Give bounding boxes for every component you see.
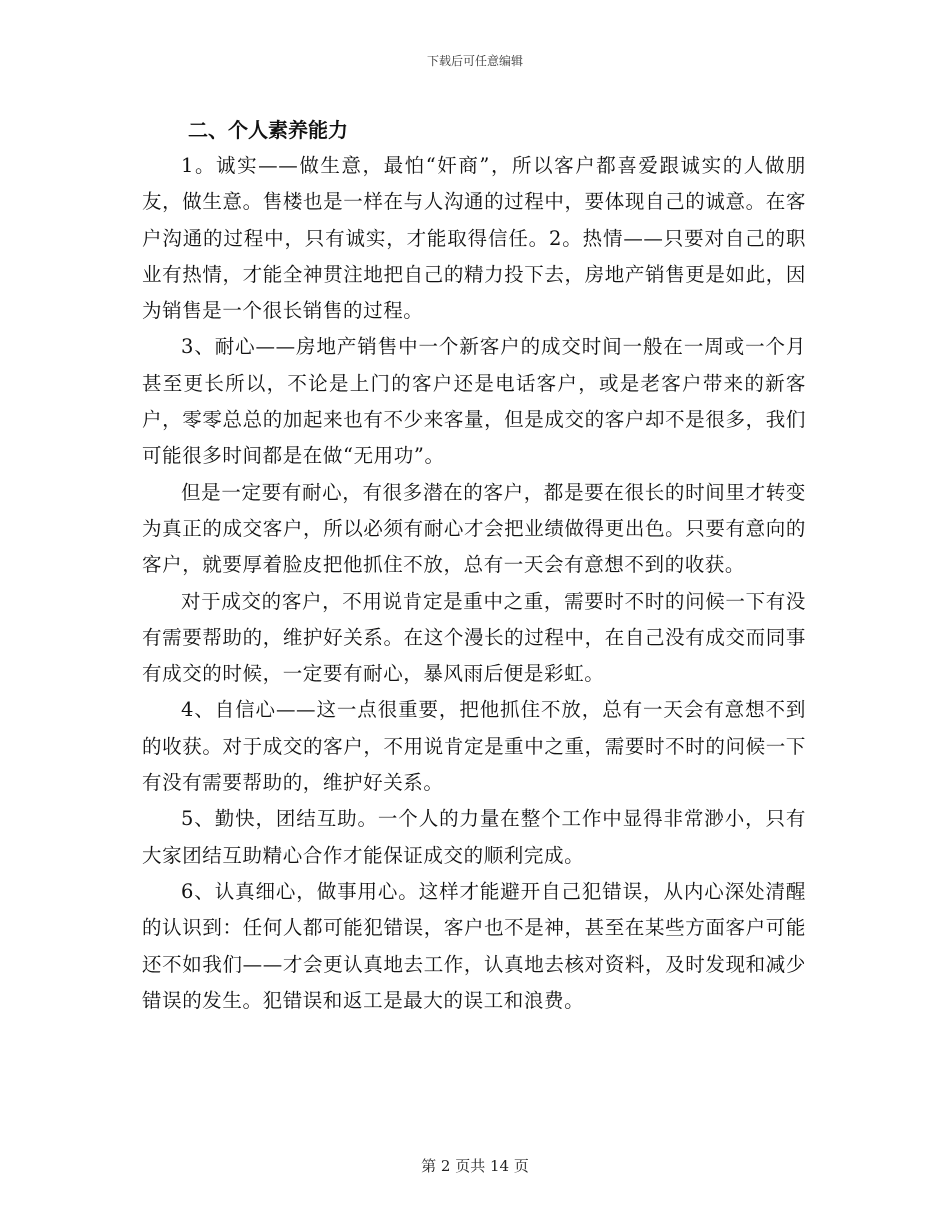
page-header: 下载后可任意编辑	[426, 54, 523, 68]
section-title: 二、个人素养能力	[188, 118, 348, 142]
paragraph-diligence-teamwork: 5、勤快，团结互助。一个人的力量在整个工作中显得非常渺小，只有大家团结互助精心合作才能保证成交的顺利完成。	[142, 807, 806, 867]
page-footer: 第 2 页共 14 页	[421, 1157, 529, 1175]
paragraph-patience: 3、耐心——房地产销售中一个新客户的成交时间一般在一周或一个月甚至更长所以，不论是上门的客户还是电话客户，或是老客户带来的新客户，零零总总的加起来也有不少来客量，但是成交的客户却不是很多，我们可能很多时间都是在做“无用功”。	[142, 335, 806, 468]
paragraph-honesty-enthusiasm: 1。诚实——做生意，最怕“奸商”，所以客户都喜爱跟诚实的人做朋友，做生意。售楼也是一样在与人沟通的过程中，要体现自己的诚意。在客户沟通的过程中，只有诚实，才能取得信任。2。热情——只要对自己的职业有热情，才能全神贯注地把自己的精力投下去，房地产销售更是如此，因为销售是一个很长销售的过程。	[142, 154, 806, 323]
paragraph-closed-clients: 对于成交的客户，不用说肯定是重中之重，需要时不时的问候一下有没有需要帮助的，维护好关系。在这个漫长的过程中，在自己没有成交而同事有成交的时候，一定要有耐心，暴风雨后便是彩虹。	[142, 589, 806, 686]
page-content	[142, 112, 806, 1019]
paragraph-carefulness: 6、认真细心，做事用心。这样才能避开自己犯错误，从内心深处清醒的认识到：任何人都可能犯错误，客户也不是神，甚至在某些方面客户可能还不如我们——才会更认真地去工作，认真地去核对资料，及时发现和减少错误的发生。犯错误和返工是最大的误工和浪费。	[142, 879, 806, 1012]
paragraph-confidence: 4、自信心——这一点很重要，把他抓住不放，总有一天会有意想不到的收获。对于成交的客户，不用说肯定是重中之重，需要时不时的问候一下有没有需要帮助的，维护好关系。	[142, 698, 806, 795]
paragraph-patience-continued: 但是一定要有耐心，有很多潜在的客户，都是要在很长的时间里才转变为真正的成交客户，所以必须有耐心才会把业绩做得更出色。只要有意向的客户，就要厚着脸皮把他抓住不放，总有一天会有意想不到的收获。	[142, 480, 806, 577]
